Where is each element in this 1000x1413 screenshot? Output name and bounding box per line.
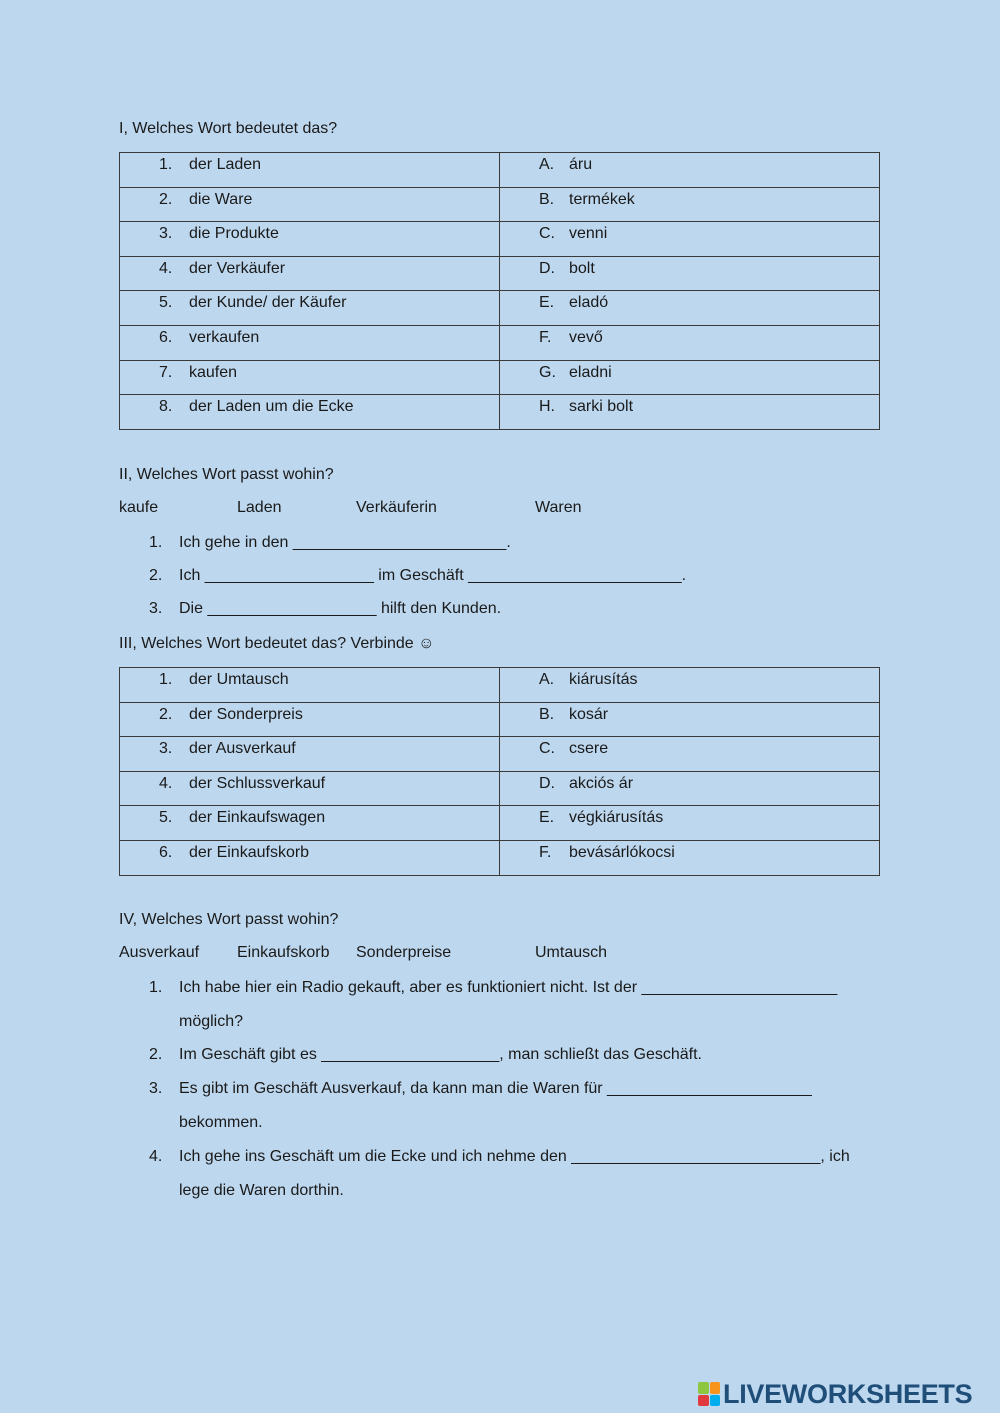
match-label: 4.: [159, 774, 173, 792]
match-label: B.: [539, 705, 555, 723]
match-term: der Laden: [189, 156, 262, 173]
item-number: 3.: [149, 1080, 163, 1097]
match-row: [120, 187, 880, 222]
section-4-word-bank: [119, 944, 719, 968]
item-text[interactable]: Es gibt im Geschäft Ausverkauf, da kann man die Waren für _______________________: [179, 1080, 812, 1097]
match-row: [120, 222, 880, 257]
match-label: D.: [539, 774, 555, 792]
match-left-cell[interactable]: [120, 291, 500, 326]
match-right-cell[interactable]: [500, 737, 880, 772]
match-term: akciós ár: [569, 774, 634, 792]
match-label: 6.: [159, 328, 173, 346]
match-label: 5.: [159, 294, 173, 312]
match-term: eladni: [569, 363, 612, 381]
match-label: C.: [539, 225, 555, 243]
match-label: 1.: [159, 671, 173, 688]
exercise-item: [149, 1148, 850, 1166]
match-term: áru: [569, 156, 593, 173]
logo-letter-tile: [698, 1382, 709, 1394]
match-right-cell[interactable]: [500, 187, 880, 222]
match-label: E.: [539, 294, 555, 312]
match-row: [120, 737, 880, 772]
match-term: bevásárlókocsi: [569, 843, 675, 861]
match-term: der Kunde/ der Käufer: [189, 294, 347, 312]
match-term: kiárusítás: [569, 671, 638, 688]
match-label: 6.: [159, 843, 173, 861]
match-label: 3.: [159, 225, 173, 243]
match-term: végkiárusítás: [569, 809, 664, 827]
item-text[interactable]: Ich ___________________ im Geschäft ________________________.: [179, 567, 687, 584]
match-row: [120, 702, 880, 737]
section-1-heading: I, Welches Wort bedeutet das?: [119, 120, 338, 137]
item-number: 1.: [149, 979, 163, 996]
logo-letter-tile: [710, 1382, 721, 1394]
match-label: F.: [539, 328, 552, 346]
match-left-cell[interactable]: [120, 325, 500, 360]
section-4-heading: IV, Welches Wort passt wohin?: [119, 911, 339, 928]
match-term: der Ausverkauf: [189, 740, 296, 758]
word-bank-word[interactable]: Verkäuferin: [356, 499, 437, 516]
match-term: der Sonderpreis: [189, 705, 303, 723]
match-right-cell[interactable]: [500, 256, 880, 291]
exercise-item: [149, 1046, 702, 1064]
match-left-cell[interactable]: [120, 395, 500, 430]
match-term: die Ware: [189, 190, 253, 208]
item-continuation: möglich?: [179, 1013, 244, 1030]
match-term: sarki bolt: [569, 398, 634, 416]
match-left-cell[interactable]: [120, 668, 500, 703]
match-term: verkaufen: [189, 328, 260, 346]
match-label: 7.: [159, 363, 173, 381]
match-label: 5.: [159, 809, 173, 827]
word-bank-word[interactable]: kaufe: [119, 499, 159, 516]
match-label: H.: [539, 398, 555, 416]
match-label: D.: [539, 259, 555, 277]
match-label: A.: [539, 671, 555, 688]
match-row: [120, 325, 880, 360]
match-term: bolt: [569, 259, 595, 277]
match-left-cell[interactable]: [120, 153, 500, 188]
match-label: 3.: [159, 740, 173, 758]
match-label: 2.: [159, 190, 173, 208]
exercise-item: [149, 600, 501, 618]
exercise-item: [149, 567, 686, 585]
section-3-heading: III, Welches Wort bedeutet das? Verbinde ☺: [119, 635, 435, 652]
match-term: der Einkaufswagen: [189, 809, 326, 827]
match-right-cell[interactable]: [500, 702, 880, 737]
item-number: 1.: [149, 534, 163, 551]
match-row: [120, 291, 880, 326]
match-label: 8.: [159, 398, 173, 416]
match-term: kosár: [569, 705, 609, 723]
item-number: 4.: [149, 1148, 163, 1165]
word-bank-word[interactable]: Waren: [535, 499, 582, 516]
logo-letter-tile: [710, 1395, 721, 1407]
match-label: F.: [539, 843, 552, 861]
section-1-table: [119, 152, 880, 430]
match-label: G.: [539, 363, 556, 381]
match-label: C.: [539, 740, 555, 758]
match-left-cell[interactable]: [120, 771, 500, 806]
match-right-cell[interactable]: [500, 153, 880, 188]
match-right-cell[interactable]: [500, 840, 880, 875]
match-term: vevő: [569, 328, 603, 346]
match-label: E.: [539, 809, 555, 827]
item-number: 2.: [149, 1046, 163, 1063]
match-row: [120, 256, 880, 291]
exercise-item: [149, 534, 511, 552]
logo-text: LIVEWORKSHEETS: [723, 1378, 973, 1409]
match-right-cell[interactable]: [500, 325, 880, 360]
match-right-cell[interactable]: [500, 291, 880, 326]
match-row: [120, 806, 880, 841]
liveworksheets-logo: [698, 1378, 972, 1410]
match-term: der Schlussverkauf: [189, 774, 326, 792]
match-right-cell[interactable]: [500, 806, 880, 841]
match-term: kaufen: [189, 363, 238, 381]
item-number: 3.: [149, 600, 163, 617]
match-right-cell[interactable]: [500, 395, 880, 430]
match-left-cell[interactable]: [120, 360, 500, 395]
section-2-heading: II, Welches Wort passt wohin?: [119, 466, 334, 483]
match-right-cell[interactable]: [500, 222, 880, 257]
item-text[interactable]: Ich gehe in den ________________________.: [179, 534, 511, 551]
word-bank-word[interactable]: Einkaufskorb: [237, 944, 330, 961]
match-term: der Verkäufer: [189, 259, 286, 277]
match-label: B.: [539, 190, 555, 208]
match-label: A.: [539, 156, 555, 173]
logo-mark-icon: [698, 1382, 720, 1406]
match-left-cell[interactable]: [120, 702, 500, 737]
match-row: [120, 395, 880, 430]
match-term: eladó: [569, 294, 609, 312]
logo-letter-tile: [698, 1395, 709, 1407]
exercise-item: [149, 1080, 812, 1098]
match-row: [120, 840, 880, 875]
match-term: die Produkte: [189, 225, 279, 243]
exercise-item: [149, 979, 837, 997]
match-row: [120, 360, 880, 395]
word-bank-word[interactable]: Laden: [237, 499, 282, 516]
match-left-cell[interactable]: [120, 222, 500, 257]
word-bank-word[interactable]: Ausverkauf: [119, 944, 200, 961]
word-bank-word[interactable]: Sonderpreise: [356, 944, 452, 961]
match-right-cell[interactable]: [500, 360, 880, 395]
item-continuation: bekommen.: [179, 1114, 263, 1131]
item-text[interactable]: Im Geschäft gibt es ____________________, man schließt das Geschäft.: [179, 1046, 702, 1063]
item-text[interactable]: Ich gehe ins Geschäft um die Ecke und ich nehme den ____________________________, ich: [179, 1148, 850, 1165]
match-left-cell[interactable]: [120, 806, 500, 841]
match-right-cell[interactable]: [500, 668, 880, 703]
match-term: der Einkaufskorb: [189, 843, 310, 861]
item-text[interactable]: Ich habe hier ein Radio gekauft, aber es funktioniert nicht. Ist der ______________________: [179, 979, 838, 996]
match-left-cell[interactable]: [120, 256, 500, 291]
match-term: csere: [569, 740, 609, 758]
match-row: [120, 771, 880, 806]
word-bank-word[interactable]: Umtausch: [535, 944, 608, 961]
item-continuation: lege die Waren dorthin.: [179, 1182, 344, 1199]
match-label: 4.: [159, 259, 173, 277]
match-left-cell[interactable]: [120, 737, 500, 772]
match-label: 2.: [159, 705, 173, 723]
match-term: termékek: [569, 190, 635, 208]
match-row: [120, 668, 880, 703]
match-label: 1.: [159, 156, 173, 173]
match-row: [120, 153, 880, 188]
item-number: 2.: [149, 567, 163, 584]
match-left-cell[interactable]: [120, 840, 500, 875]
match-left-cell[interactable]: [120, 187, 500, 222]
match-term: der Laden um die Ecke: [189, 398, 354, 416]
match-term: der Umtausch: [189, 671, 289, 688]
match-right-cell[interactable]: [500, 771, 880, 806]
match-term: venni: [569, 225, 608, 243]
section-3-table: [119, 667, 880, 876]
section-2-word-bank: [119, 499, 719, 523]
item-text[interactable]: Die ___________________ hilft den Kunden.: [179, 600, 502, 617]
